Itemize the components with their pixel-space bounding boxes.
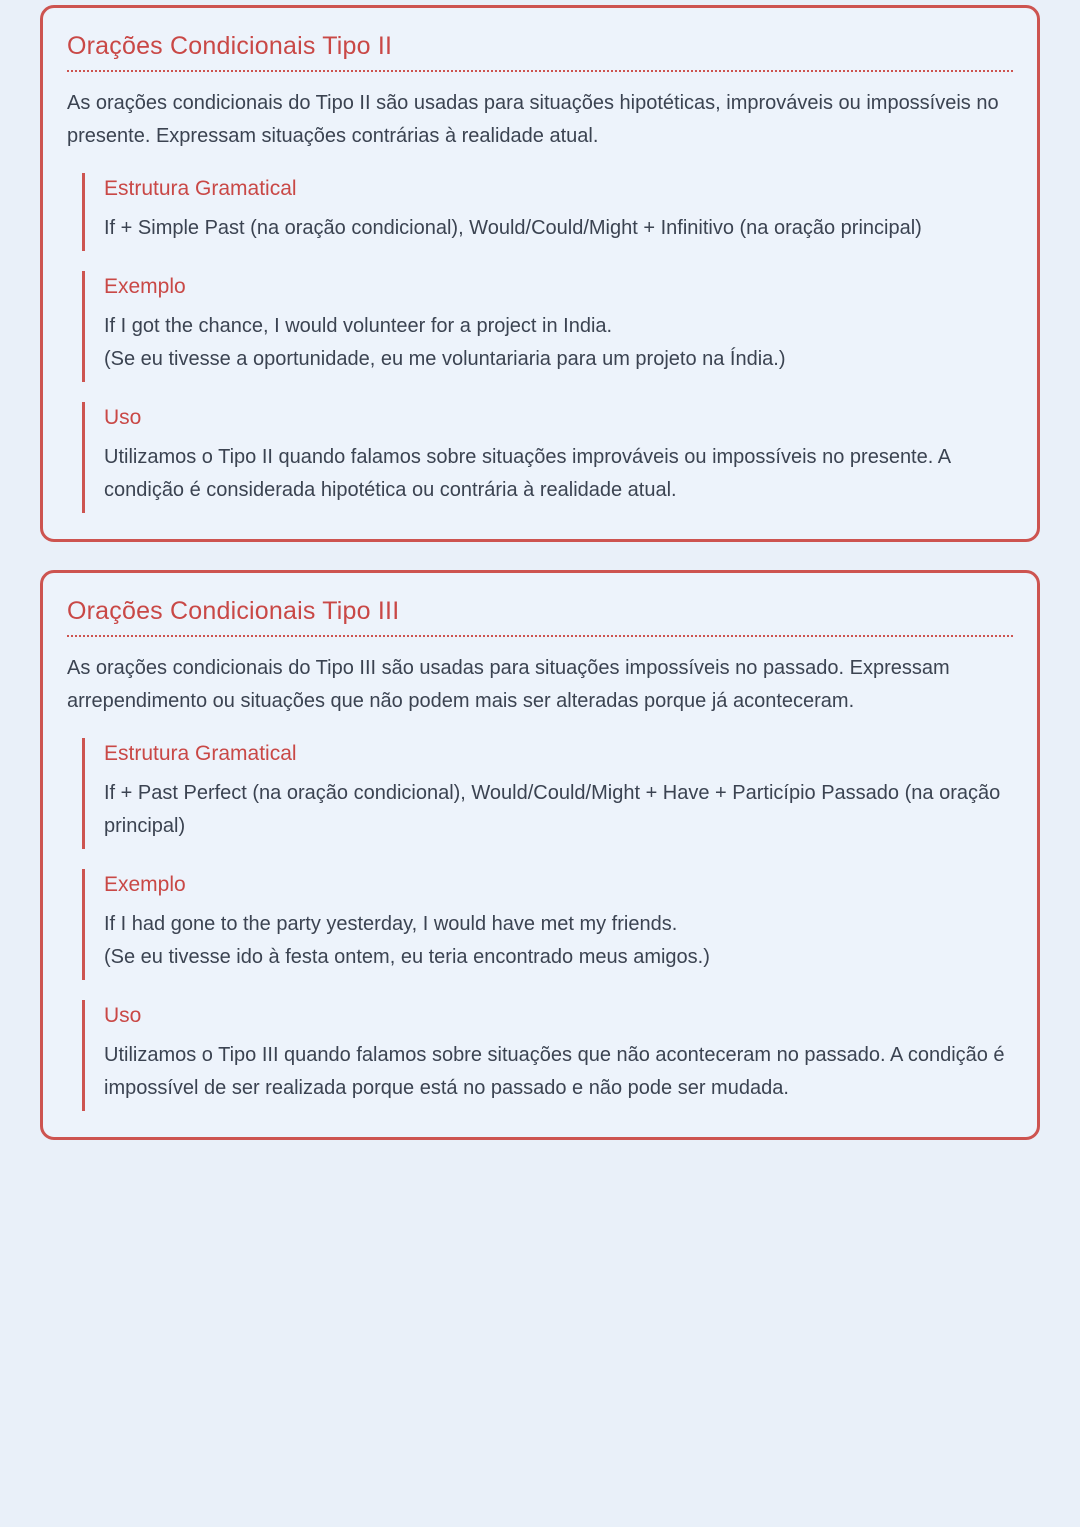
subsection-heading: Exemplo [104,873,186,896]
card-intro: As orações condicionais do Tipo II são usadas para situações hipotéticas, improváveis ou impossíveis no presente. Expressam situações contrárias à realidade atual. [67,92,999,147]
subsection-line: If + Past Perfect (na oração condicional), Would/Could/Might + Have + Particípio Passado (na oração principal) [104,782,1001,837]
subsection [82,738,1013,849]
subsection-line: (Se eu tivesse ido à festa ontem, eu teria encontrado meus amigos.) [104,946,710,968]
subsection-line: If + Simple Past (na oração condicional), Would/Could/Might + Infinitivo (na oração principal) [104,217,922,239]
subsection-body [104,908,1013,974]
subsection [82,271,1013,382]
subsection [82,869,1013,980]
card-intro: As orações condicionais do Tipo III são usadas para situações impossíveis no passado. Expressam arrependimento ou situações que não podem mais ser alteradas porque já aconteceram. [67,657,950,712]
subsection-body [104,777,1013,843]
subsection-body [104,1039,1013,1105]
subsection-heading: Uso [104,406,142,429]
subsection-line: If I had gone to the party yesterday, I would have met my friends. [104,913,678,935]
subsection-body [104,441,1013,507]
subsection-body [104,310,1013,376]
card-sections [67,738,1013,1111]
subsection-body [104,212,1013,245]
cards-container [40,5,1040,1140]
card-title: Orações Condicionais Tipo III [67,597,1013,637]
conditional-card [40,570,1040,1140]
subsection-line: Utilizamos o Tipo II quando falamos sobre situações improváveis ou impossíveis no presente. A condição é considerada hipotética ou contrária à realidade atual. [104,446,950,501]
conditional-card [40,5,1040,542]
card-sections [67,173,1013,513]
subsection-line: Utilizamos o Tipo III quando falamos sobre situações que não aconteceram no passado. A condição é impossível de ser realizada porque está no passado e não pode ser mudada. [104,1044,1005,1099]
subsection-heading: Estrutura Gramatical [104,742,297,765]
subsection-heading: Uso [104,1004,142,1027]
subsection-line: If I got the chance, I would volunteer for a project in India. [104,315,613,337]
card-title: Orações Condicionais Tipo II [67,32,1013,72]
subsection-heading: Estrutura Gramatical [104,177,297,200]
subsection-line: (Se eu tivesse a oportunidade, eu me voluntariaria para um projeto na Índia.) [104,348,786,370]
subsection [82,1000,1013,1111]
subsection [82,173,1013,251]
subsection [82,402,1013,513]
subsection-heading: Exemplo [104,275,186,298]
